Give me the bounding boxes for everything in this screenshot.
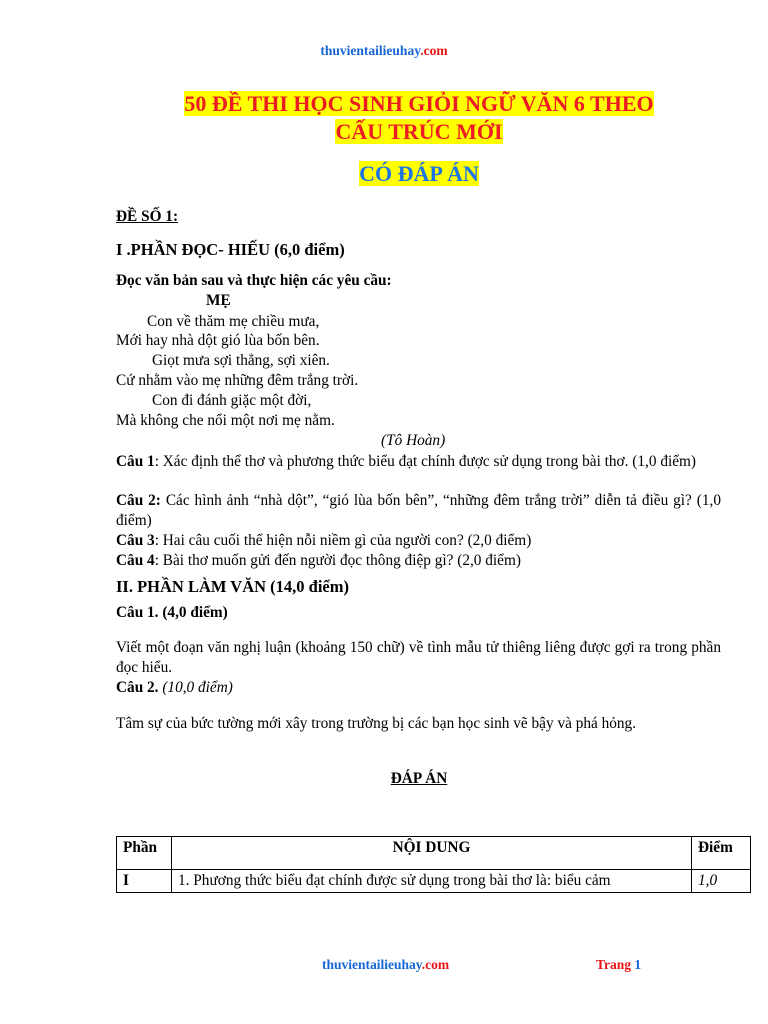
question-text: : Hai câu cuối thể hiện nỗi niềm gì của người con? (2,0 điểm) [154,532,532,549]
row-part: I [117,870,172,893]
part2-heading: II. PHẦN LÀM VĂN (14,0 điểm) [116,577,349,596]
document-subtitle [0,161,768,187]
row-content: 1. Phương thức biểu đạt chính được sử dụng trong bài thơ là: biểu cảm [172,870,692,893]
task1-heading: Câu 1. (4,0 điểm) [116,604,228,621]
poem-author: (Tô Hoàn) [381,432,446,449]
header-site-name [0,43,768,59]
task2-label: Câu 2. [116,679,159,696]
question-text: Các hình ảnh “nhà dột”, “gió lùa bốn bên”, “những đêm trắng trời” diễn tả điều gì? (1,0 điểm) [116,492,721,529]
poem-line: Con đi đánh giặc một đời, [152,392,312,409]
part1-heading: I .PHẦN ĐỌC- HIẾU (6,0 điểm) [116,240,345,259]
question-label: Câu 4 [116,552,155,569]
poem-title: MẸ [206,292,231,309]
question-1 [116,452,721,472]
poem-line: Mà không che nổi một nơi mẹ nằm. [116,412,335,429]
column-header-part: Phần [117,837,172,870]
question-text: : Xác định thể thơ và phương thức biểu đạt chính được sử dụng trong bài thơ. (1,0 điểm) [154,453,697,470]
page-number-value: 1 [634,957,642,972]
task2-text: Tâm sự của bức tường mới xây trong trường bị các bạn học sinh vẽ bậy và phá hỏng. [116,715,637,732]
title-line-2: CẤU TRÚC MỚI [335,119,503,144]
poem-line: Con về thăm mẹ chiều mưa, [147,313,320,330]
task1-text: Viết một đoạn văn nghị luận (khoảng 150 chữ) về tình mẫu tử thiêng liêng được gợi ra trong phần đọc hiểu. [116,639,721,676]
question-text: : Bài thơ muốn gửi đến người đọc thông điệp gì? (2,0 điểm) [154,552,521,569]
page-number [596,957,641,973]
question-label: Câu 2: [116,492,161,509]
title-line-1: 50 ĐỀ THI HỌC SINH GIỎI NGỮ VĂN 6 THEO [184,91,654,116]
poem-line: Giọt mưa sợi thẳng, sợi xiên. [152,352,330,369]
poem-line: Mới hay nhà dột gió lùa bốn bên. [116,332,320,349]
column-header-content: NỘI DUNG [172,837,692,870]
document-title [0,90,768,146]
reading-instruction: Đọc văn bản sau và thực hiện các yêu cầu: [116,272,392,289]
question-2 [116,491,721,531]
exam-number: ĐỀ SỐ 1: [116,208,179,225]
column-header-score: Điểm [692,837,751,870]
question-label: Câu 1 [116,453,155,470]
answer-table [116,836,751,893]
question-3 [116,531,721,551]
question-label: Câu 3 [116,532,155,549]
header-site-blue: thuvientailieuhay [320,43,421,58]
table-row [117,870,751,893]
subtitle-text: CÓ ĐÁP ÁN [359,161,479,186]
page-label: Trang [596,957,635,972]
footer-site-red: .com [421,957,450,972]
answers-heading: ĐÁP ÁN [390,770,448,787]
table-header-row [117,837,751,870]
header-site-red: .com [420,43,448,58]
task2-heading [116,678,233,698]
question-4 [116,551,721,571]
row-score: 1,0 [692,870,751,893]
footer-site-blue: thuvientailieuhay [322,957,422,972]
poem-line: Cứ nhằm vào mẹ những đêm trắng trời. [116,372,359,389]
footer-site-name [322,957,449,973]
task2-points: (10,0 điểm) [158,679,233,696]
